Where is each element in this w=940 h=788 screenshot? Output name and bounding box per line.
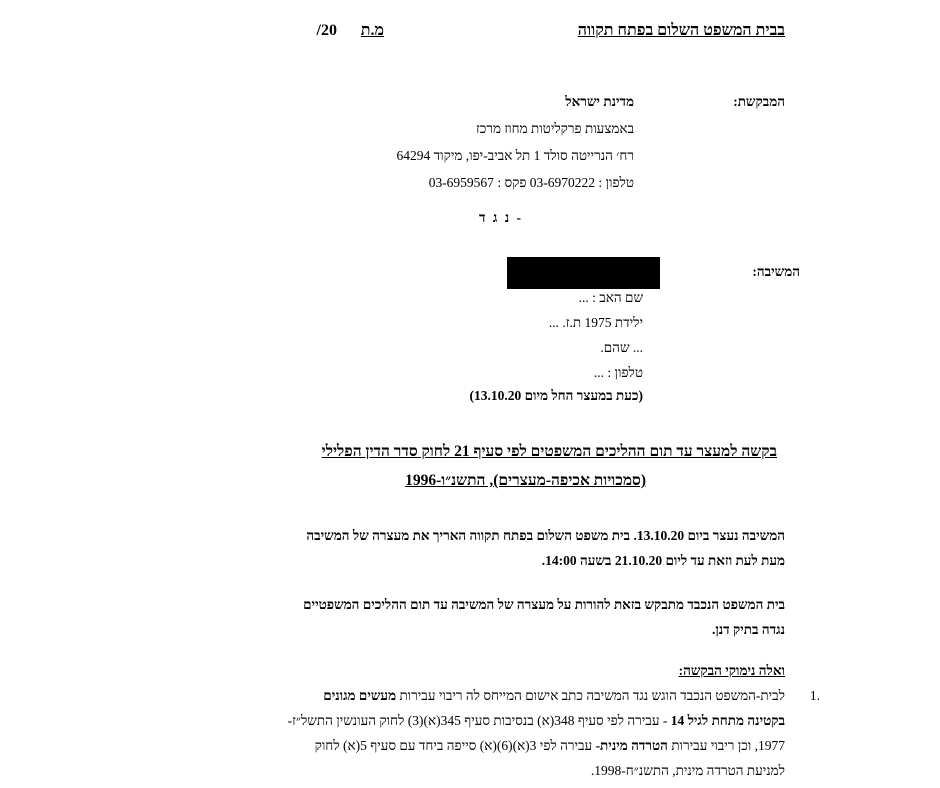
request-title-line2: (סמכויות אכיפה-מעצרים), התשנ״ו-1996 (405, 472, 646, 489)
respondent-status: (כעת במעצר החל מיום 13.10.20) (469, 388, 643, 403)
applicant-address: רח׳ הנרייטה סולד 1 תל אביב-יפו, מיקוד 64294 (396, 148, 634, 163)
paragraph-2-line2: נגדה בתיק דנן. (711, 622, 785, 637)
respondent-detention: ... שהם. (600, 340, 643, 355)
reasons-item1-line3 (315, 738, 785, 754)
reasons-item1-line3-text-a: 1977, וכן ריבוי עבירות (671, 738, 785, 753)
applicant-role-label: המבקשת: (733, 94, 785, 109)
paragraph-2-line1: בית המשפט הנכבד מתבקש בזאת להורות על מעצרה של המשיבה עד תום ההליכים המשפטיים (303, 597, 785, 612)
respondent-phone: טלפון : ... (593, 365, 643, 380)
respondent-role-label: המשיבה: (752, 264, 800, 279)
case-label: מ.ת (360, 22, 384, 39)
case-number: /20 (316, 22, 337, 39)
reasons-item1-line1 (323, 688, 785, 704)
paragraph-1-line1: המשיבה נעצר ביום 13.10.20. בית משפט השלום בפתח תקווה האריך את מעצרה של המשיבה (306, 528, 785, 543)
applicant-via: באמצעות פרקליטות מחוז מרכז (476, 121, 634, 136)
court-title: בבית המשפט השלום בפתח תקווה (577, 22, 785, 39)
reasons-item1-line4: למניעת הטרדה מינית, התשנ״ח-1998. (590, 763, 785, 778)
applicant-phone: טלפון : 03-6970222 פקס : 03-6959567 (428, 175, 634, 190)
reasons-item1-line2 (288, 713, 785, 729)
respondent-father-name: שם האב : ... (578, 290, 643, 305)
request-title-line1: בקשה למעצר עד תום ההליכים המשפטים לפי סעיף 21 לחוק סדר הדין הפלילי (321, 443, 777, 460)
paragraph-1-line2: מעת לעת וזאת עד ליום 21.10.20 בשעה 14:00. (541, 553, 785, 568)
reasons-item1-line2-bold: בקטינה מתחת לגיל 14 (670, 713, 785, 728)
reasons-heading: ואלה נימוקי הבקשה: (678, 663, 785, 678)
reasons-item1-line3-bold: הטרדה מינית- (595, 738, 668, 753)
applicant-name: מדינת ישראל (565, 94, 634, 109)
reasons-item1-line3-text-b: עבירה לפי 3(א)(6)(א) סייפה ביחד עם סעיף 5(א) לחוק (314, 738, 593, 753)
reasons-item1-line1-bold: מעשים מגונים (323, 688, 397, 703)
redaction-box (507, 257, 660, 289)
reasons-item1-line1-text: לבית-המשפט הנכבד הוגש נגד המשיבה כתב אישום המייחס לה ריבוי עבירות (399, 688, 785, 703)
reasons-item1-line2-text: - עבירה לפי סעיף 348(א) בנסיבות סעיף 345(א)(3) לחוק העונשין התשל״ז- (287, 713, 668, 728)
versus-label: - נ ג ד (479, 210, 523, 225)
reasons-item1-number: 1. (809, 688, 820, 703)
respondent-birth-id: ילידת 1975 ת.ז. ... (548, 315, 643, 330)
